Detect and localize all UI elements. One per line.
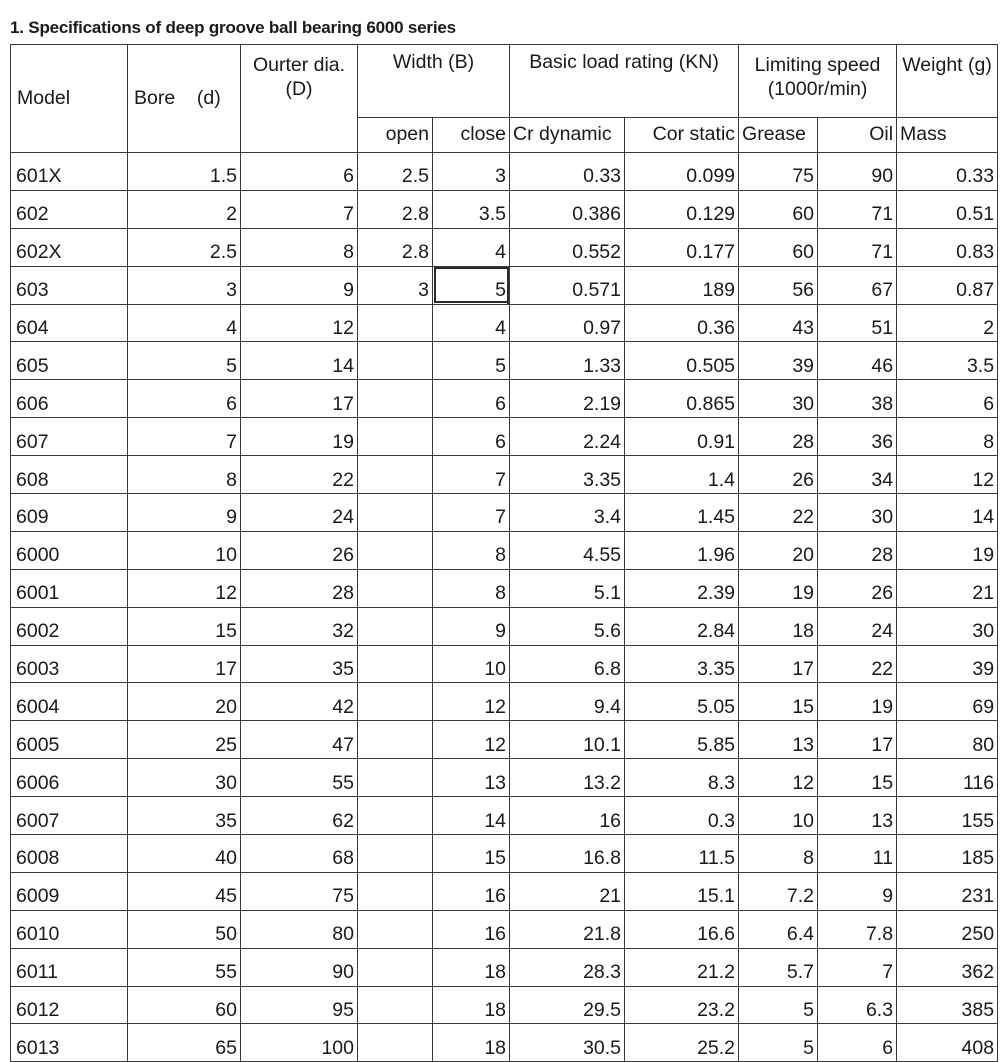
cell-model[interactable]: 606	[11, 380, 128, 418]
cell-cor-static[interactable]: 23.2	[625, 986, 739, 1024]
cell-width-open[interactable]: 2.8	[358, 190, 433, 228]
cell-cr-dynamic[interactable]: 0.386	[510, 190, 625, 228]
cell-mass[interactable]: 155	[897, 797, 998, 835]
cell-width-close[interactable]: 8	[433, 569, 510, 607]
cell-cr-dynamic[interactable]: 5.1	[510, 569, 625, 607]
cell-width-close[interactable]: 3	[433, 153, 510, 191]
cell-grease[interactable]: 8	[739, 835, 818, 873]
cell-cor-static[interactable]: 16.6	[625, 910, 739, 948]
cell-outer-dia[interactable]: 14	[241, 342, 358, 380]
cell-grease[interactable]: 18	[739, 607, 818, 645]
cell-bore[interactable]: 1.5	[128, 153, 241, 191]
cell-outer-dia[interactable]: 62	[241, 797, 358, 835]
cell-width-close[interactable]: 13	[433, 759, 510, 797]
cell-width-open[interactable]	[358, 910, 433, 948]
cell-width-open[interactable]: 2.5	[358, 153, 433, 191]
cell-mass[interactable]: 2	[897, 304, 998, 342]
cell-cr-dynamic[interactable]: 28.3	[510, 948, 625, 986]
cell-mass[interactable]: 408	[897, 1024, 998, 1062]
header-limiting-speed[interactable]: Limiting speed (1000r/min)	[739, 45, 897, 118]
cell-mass[interactable]: 21	[897, 569, 998, 607]
cell-outer-dia[interactable]: 8	[241, 228, 358, 266]
table-row	[11, 872, 998, 910]
cell-mass[interactable]: 12	[897, 456, 998, 494]
cell-width-close[interactable]: 15	[433, 835, 510, 873]
cell-cor-static[interactable]: 1.4	[625, 456, 739, 494]
cell-cr-dynamic[interactable]: 3.4	[510, 494, 625, 532]
cell-outer-dia[interactable]: 68	[241, 835, 358, 873]
cell-cr-dynamic[interactable]: 3.35	[510, 456, 625, 494]
cell-grease[interactable]: 12	[739, 759, 818, 797]
cell-cr-dynamic[interactable]: 0.33	[510, 153, 625, 191]
header-outer-dia[interactable]: Ourter dia. (D)	[241, 45, 358, 153]
cell-width-close[interactable]: 7	[433, 494, 510, 532]
cell-model[interactable]: 6010	[11, 910, 128, 948]
cell-outer-dia[interactable]: 6	[241, 153, 358, 191]
header-oil[interactable]: Oil	[818, 118, 897, 153]
cell-width-open[interactable]	[358, 607, 433, 645]
cell-width-close[interactable]: 5	[433, 266, 510, 304]
cell-model[interactable]: 6005	[11, 721, 128, 759]
cell-width-open[interactable]	[358, 304, 433, 342]
cell-model[interactable]: 608	[11, 456, 128, 494]
header-mass[interactable]: Mass	[897, 118, 998, 153]
cell-mass[interactable]: 39	[897, 645, 998, 683]
cell-width-close[interactable]: 14	[433, 797, 510, 835]
cell-cor-static[interactable]: 3.35	[625, 645, 739, 683]
cell-width-open[interactable]: 2.8	[358, 228, 433, 266]
cell-cr-dynamic[interactable]: 9.4	[510, 683, 625, 721]
cell-model[interactable]: 6003	[11, 645, 128, 683]
cell-bore[interactable]: 2.5	[128, 228, 241, 266]
table-row	[11, 342, 998, 380]
cell-cor-static[interactable]: 0.177	[625, 228, 739, 266]
cell-grease[interactable]: 5	[739, 1024, 818, 1062]
cell-outer-dia[interactable]: 35	[241, 645, 358, 683]
cell-cor-static[interactable]: 5.05	[625, 683, 739, 721]
cell-model[interactable]: 607	[11, 418, 128, 456]
cell-bore[interactable]: 17	[128, 645, 241, 683]
cell-cor-static[interactable]: 189	[625, 266, 739, 304]
cell-width-close[interactable]: 4	[433, 228, 510, 266]
cell-model[interactable]: 6012	[11, 986, 128, 1024]
cell-outer-dia[interactable]: 28	[241, 569, 358, 607]
table-row	[11, 456, 998, 494]
cell-outer-dia[interactable]: 75	[241, 872, 358, 910]
header-grease[interactable]: Grease	[739, 118, 818, 153]
cell-bore[interactable]: 30	[128, 759, 241, 797]
cell-cr-dynamic[interactable]: 21	[510, 872, 625, 910]
cell-grease[interactable]: 20	[739, 531, 818, 569]
table-row	[11, 1024, 998, 1062]
cell-oil[interactable]: 7	[818, 948, 897, 986]
cell-bore[interactable]: 20	[128, 683, 241, 721]
table-row	[11, 228, 998, 266]
cell-mass[interactable]: 6	[897, 380, 998, 418]
cell-oil[interactable]: 34	[818, 456, 897, 494]
cell-model[interactable]: 6013	[11, 1024, 128, 1062]
cell-grease[interactable]: 13	[739, 721, 818, 759]
cell-outer-dia[interactable]: 9	[241, 266, 358, 304]
cell-bore[interactable]: 8	[128, 456, 241, 494]
table-row	[11, 380, 998, 418]
header-width[interactable]: Width (B)	[358, 45, 510, 118]
cell-mass[interactable]: 362	[897, 948, 998, 986]
cell-grease[interactable]: 19	[739, 569, 818, 607]
cell-bore[interactable]: 2	[128, 190, 241, 228]
cell-outer-dia[interactable]: 55	[241, 759, 358, 797]
cell-model[interactable]: 602	[11, 190, 128, 228]
table-row	[11, 266, 998, 304]
table-row	[11, 683, 998, 721]
cell-cr-dynamic[interactable]: 16.8	[510, 835, 625, 873]
cell-cor-static[interactable]: 5.85	[625, 721, 739, 759]
cell-model[interactable]: 6006	[11, 759, 128, 797]
cell-oil[interactable]: 46	[818, 342, 897, 380]
cell-model[interactable]: 602X	[11, 228, 128, 266]
cell-oil[interactable]: 36	[818, 418, 897, 456]
cell-model[interactable]: 6000	[11, 531, 128, 569]
cell-width-close[interactable]: 8	[433, 531, 510, 569]
cell-cr-dynamic[interactable]: 0.571	[510, 266, 625, 304]
cell-width-close[interactable]: 12	[433, 721, 510, 759]
cell-oil[interactable]: 19	[818, 683, 897, 721]
cell-outer-dia[interactable]: 26	[241, 531, 358, 569]
cell-width-close[interactable]: 6	[433, 380, 510, 418]
table-row	[11, 948, 998, 986]
cell-oil[interactable]: 7.8	[818, 910, 897, 948]
cell-cr-dynamic[interactable]: 4.55	[510, 531, 625, 569]
cell-width-open[interactable]: 3	[358, 266, 433, 304]
table-row	[11, 418, 998, 456]
cell-outer-dia[interactable]: 42	[241, 683, 358, 721]
cell-model[interactable]: 6009	[11, 872, 128, 910]
cell-cor-static[interactable]: 1.96	[625, 531, 739, 569]
cell-bore[interactable]: 3	[128, 266, 241, 304]
cell-cor-static[interactable]: 0.505	[625, 342, 739, 380]
cell-oil[interactable]: 9	[818, 872, 897, 910]
table-row	[11, 759, 998, 797]
cell-width-open[interactable]	[358, 1024, 433, 1062]
cell-cr-dynamic[interactable]: 6.8	[510, 645, 625, 683]
cell-outer-dia[interactable]: 47	[241, 721, 358, 759]
cell-grease[interactable]: 26	[739, 456, 818, 494]
cell-width-open[interactable]	[358, 418, 433, 456]
cell-width-open[interactable]	[358, 872, 433, 910]
cell-oil[interactable]: 67	[818, 266, 897, 304]
cell-grease[interactable]: 22	[739, 494, 818, 532]
cell-width-open[interactable]	[358, 645, 433, 683]
cell-grease[interactable]: 17	[739, 645, 818, 683]
cell-cor-static[interactable]: 8.3	[625, 759, 739, 797]
cell-grease[interactable]: 5	[739, 986, 818, 1024]
table-row	[11, 986, 998, 1024]
cell-mass[interactable]: 14	[897, 494, 998, 532]
cell-width-close[interactable]: 6	[433, 418, 510, 456]
cell-oil[interactable]: 22	[818, 645, 897, 683]
cell-model[interactable]: 601X	[11, 153, 128, 191]
cell-outer-dia[interactable]: 80	[241, 910, 358, 948]
cell-cor-static[interactable]: 25.2	[625, 1024, 739, 1062]
cell-cr-dynamic[interactable]: 10.1	[510, 721, 625, 759]
header-row-1	[11, 45, 998, 118]
cell-width-open[interactable]	[358, 531, 433, 569]
cell-width-open[interactable]	[358, 797, 433, 835]
cell-oil[interactable]: 6	[818, 1024, 897, 1062]
cell-bore[interactable]: 25	[128, 721, 241, 759]
cell-cr-dynamic[interactable]: 2.24	[510, 418, 625, 456]
header-bore[interactable]: Bore (d)	[128, 45, 241, 153]
cell-bore[interactable]: 7	[128, 418, 241, 456]
cell-cor-static[interactable]: 0.099	[625, 153, 739, 191]
cell-grease[interactable]: 39	[739, 342, 818, 380]
cell-oil[interactable]: 15	[818, 759, 897, 797]
cell-oil[interactable]: 11	[818, 835, 897, 873]
cell-width-close[interactable]: 3.5	[433, 190, 510, 228]
header-load-rating[interactable]: Basic load rating (KN)	[510, 45, 739, 118]
cell-outer-dia[interactable]: 90	[241, 948, 358, 986]
cell-outer-dia[interactable]: 17	[241, 380, 358, 418]
cell-width-close[interactable]: 16	[433, 910, 510, 948]
cell-model[interactable]: 609	[11, 494, 128, 532]
cell-oil[interactable]: 30	[818, 494, 897, 532]
header-width-open[interactable]: open	[358, 118, 433, 153]
cell-outer-dia[interactable]: 100	[241, 1024, 358, 1062]
cell-mass[interactable]: 0.87	[897, 266, 998, 304]
cell-width-open[interactable]	[358, 948, 433, 986]
cell-width-close[interactable]: 12	[433, 683, 510, 721]
cell-outer-dia[interactable]: 19	[241, 418, 358, 456]
cell-cor-static[interactable]: 2.39	[625, 569, 739, 607]
cell-mass[interactable]: 30	[897, 607, 998, 645]
cell-cor-static[interactable]: 2.84	[625, 607, 739, 645]
cell-mass[interactable]: 250	[897, 910, 998, 948]
cell-oil[interactable]: 71	[818, 190, 897, 228]
cell-cr-dynamic[interactable]: 1.33	[510, 342, 625, 380]
cell-model[interactable]: 6008	[11, 835, 128, 873]
header-weight[interactable]: Weight (g)	[897, 45, 998, 118]
cell-bore[interactable]: 60	[128, 986, 241, 1024]
cell-cor-static[interactable]: 11.5	[625, 835, 739, 873]
cell-mass[interactable]: 185	[897, 835, 998, 873]
cell-width-open[interactable]	[358, 342, 433, 380]
cell-cr-dynamic[interactable]: 0.552	[510, 228, 625, 266]
cell-bore[interactable]: 12	[128, 569, 241, 607]
header-cr-dynamic[interactable]: Cr dynamic	[510, 118, 625, 153]
cell-bore[interactable]: 15	[128, 607, 241, 645]
cell-mass[interactable]: 231	[897, 872, 998, 910]
cell-cor-static[interactable]: 15.1	[625, 872, 739, 910]
cell-width-open[interactable]	[358, 683, 433, 721]
cell-mass[interactable]: 80	[897, 721, 998, 759]
cell-cor-static[interactable]: 0.3	[625, 797, 739, 835]
cell-cr-dynamic[interactable]: 29.5	[510, 986, 625, 1024]
cell-model[interactable]: 6001	[11, 569, 128, 607]
cell-grease[interactable]: 5.7	[739, 948, 818, 986]
cell-bore[interactable]: 5	[128, 342, 241, 380]
cell-outer-dia[interactable]: 95	[241, 986, 358, 1024]
cell-width-close[interactable]: 7	[433, 456, 510, 494]
cell-cr-dynamic[interactable]: 5.6	[510, 607, 625, 645]
cell-outer-dia[interactable]: 12	[241, 304, 358, 342]
cell-width-close[interactable]: 4	[433, 304, 510, 342]
table-row	[11, 797, 998, 835]
table-body	[11, 153, 998, 1062]
cell-width-open[interactable]	[358, 494, 433, 532]
cell-model[interactable]: 6002	[11, 607, 128, 645]
cell-width-close[interactable]: 9	[433, 607, 510, 645]
cell-bore[interactable]: 6	[128, 380, 241, 418]
cell-oil[interactable]: 38	[818, 380, 897, 418]
cell-model[interactable]: 603	[11, 266, 128, 304]
cell-outer-dia[interactable]: 24	[241, 494, 358, 532]
cell-bore[interactable]: 45	[128, 872, 241, 910]
cell-mass[interactable]: 385	[897, 986, 998, 1024]
cell-grease[interactable]: 56	[739, 266, 818, 304]
cell-width-open[interactable]	[358, 721, 433, 759]
header-width-close[interactable]: close	[433, 118, 510, 153]
cell-grease[interactable]: 28	[739, 418, 818, 456]
cell-width-open[interactable]	[358, 456, 433, 494]
cell-grease[interactable]: 15	[739, 683, 818, 721]
cell-mass[interactable]: 0.33	[897, 153, 998, 191]
cell-cr-dynamic[interactable]: 30.5	[510, 1024, 625, 1062]
cell-mass[interactable]: 69	[897, 683, 998, 721]
page-title: 1. Specifications of deep groove ball bearing 6000 series	[10, 18, 456, 37]
header-model[interactable]: Model	[11, 45, 128, 153]
cell-width-close[interactable]: 18	[433, 1024, 510, 1062]
cell-mass[interactable]: 0.83	[897, 228, 998, 266]
cell-bore[interactable]: 9	[128, 494, 241, 532]
table-row	[11, 569, 998, 607]
table-row	[11, 645, 998, 683]
cell-width-open[interactable]	[358, 380, 433, 418]
table-row	[11, 304, 998, 342]
cell-bore[interactable]: 65	[128, 1024, 241, 1062]
table-row	[11, 531, 998, 569]
cell-cor-static[interactable]: 21.2	[625, 948, 739, 986]
cell-bore[interactable]: 35	[128, 797, 241, 835]
cell-cor-static[interactable]: 1.45	[625, 494, 739, 532]
cell-outer-dia[interactable]: 22	[241, 456, 358, 494]
cell-mass[interactable]: 8	[897, 418, 998, 456]
table-row	[11, 153, 998, 191]
cell-grease[interactable]: 43	[739, 304, 818, 342]
cell-grease[interactable]: 60	[739, 190, 818, 228]
cell-oil[interactable]: 90	[818, 153, 897, 191]
cell-grease[interactable]: 75	[739, 153, 818, 191]
cell-outer-dia[interactable]: 7	[241, 190, 358, 228]
cell-oil[interactable]: 28	[818, 531, 897, 569]
table-row	[11, 607, 998, 645]
cell-cor-static[interactable]: 0.129	[625, 190, 739, 228]
cell-width-close[interactable]: 5	[433, 342, 510, 380]
cell-width-open[interactable]	[358, 759, 433, 797]
cell-bore[interactable]: 4	[128, 304, 241, 342]
cell-model[interactable]: 605	[11, 342, 128, 380]
cell-width-close[interactable]: 10	[433, 645, 510, 683]
cell-oil[interactable]: 26	[818, 569, 897, 607]
cell-grease[interactable]: 30	[739, 380, 818, 418]
cell-bore[interactable]: 50	[128, 910, 241, 948]
cell-mass[interactable]: 3.5	[897, 342, 998, 380]
cell-model[interactable]: 604	[11, 304, 128, 342]
cell-mass[interactable]: 19	[897, 531, 998, 569]
cell-cr-dynamic[interactable]: 2.19	[510, 380, 625, 418]
cell-width-open[interactable]	[358, 986, 433, 1024]
cell-cor-static[interactable]: 0.36	[625, 304, 739, 342]
cell-grease[interactable]: 6.4	[739, 910, 818, 948]
table-row	[11, 494, 998, 532]
cell-grease[interactable]: 60	[739, 228, 818, 266]
cell-width-close[interactable]: 16	[433, 872, 510, 910]
table-row	[11, 721, 998, 759]
header-cor-static[interactable]: Cor static	[625, 118, 739, 153]
cell-mass[interactable]: 116	[897, 759, 998, 797]
cell-cor-static[interactable]: 0.91	[625, 418, 739, 456]
cell-model[interactable]: 6011	[11, 948, 128, 986]
cell-oil[interactable]: 6.3	[818, 986, 897, 1024]
cell-mass[interactable]: 0.51	[897, 190, 998, 228]
cell-grease[interactable]: 7.2	[739, 872, 818, 910]
cell-cr-dynamic[interactable]: 21.8	[510, 910, 625, 948]
cell-bore[interactable]: 55	[128, 948, 241, 986]
cell-oil[interactable]: 71	[818, 228, 897, 266]
cell-cr-dynamic[interactable]: 16	[510, 797, 625, 835]
cell-oil[interactable]: 24	[818, 607, 897, 645]
cell-model[interactable]: 6004	[11, 683, 128, 721]
table-row	[11, 190, 998, 228]
cell-width-close[interactable]: 18	[433, 986, 510, 1024]
cell-model[interactable]: 6007	[11, 797, 128, 835]
cell-grease[interactable]: 10	[739, 797, 818, 835]
table-row	[11, 910, 998, 948]
spec-table	[10, 44, 998, 1062]
cell-bore[interactable]: 10	[128, 531, 241, 569]
cell-cr-dynamic[interactable]: 13.2	[510, 759, 625, 797]
cell-oil[interactable]: 51	[818, 304, 897, 342]
cell-cr-dynamic[interactable]: 0.97	[510, 304, 625, 342]
cell-bore[interactable]: 40	[128, 835, 241, 873]
cell-oil[interactable]: 13	[818, 797, 897, 835]
cell-width-open[interactable]	[358, 835, 433, 873]
cell-cor-static[interactable]: 0.865	[625, 380, 739, 418]
cell-oil[interactable]: 17	[818, 721, 897, 759]
cell-outer-dia[interactable]: 32	[241, 607, 358, 645]
table-row	[11, 835, 998, 873]
cell-width-close[interactable]: 18	[433, 948, 510, 986]
cell-width-open[interactable]	[358, 569, 433, 607]
